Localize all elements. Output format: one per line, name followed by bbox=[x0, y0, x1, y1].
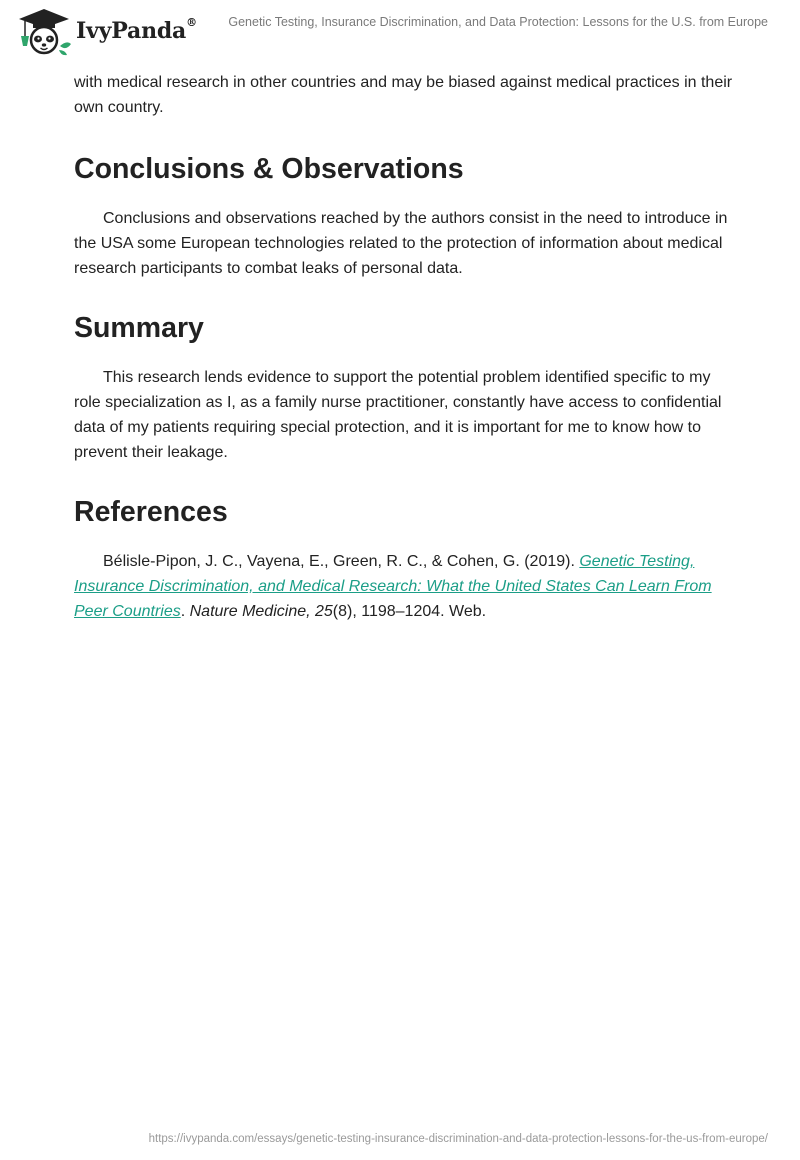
summary-paragraph: This research lends evidence to support the potential problem identified specific to my role specialization as I, as a family nurse practitioner, constantly have access to confidential data of my patients requiring special protection, and it is important for me to know how to prevent their leakage. bbox=[74, 369, 722, 461]
reference-title-link[interactable]: Genetic Testing, Insurance Discrimination, and Medical Research: What the United States Can Learn From Peer Countries bbox=[74, 553, 712, 620]
essay-body bbox=[74, 70, 736, 624]
intro-continuation-paragraph: with medical research in other countries and may be biased against medical practices in their own country. bbox=[74, 74, 733, 116]
document-title: Genetic Testing, Insurance Discrimination, and Data Protection: Lessons for the U.S. from Europe bbox=[228, 15, 768, 29]
reference-authors-year: Bélisle-Pipon, J. C., Vayena, E., Green, R. C., & Cohen, G. (2019). bbox=[103, 553, 580, 570]
source-url[interactable]: https://ivypanda.com/essays/genetic-testing-insurance-discrimination-and-data-protection-lessons-for-the-us-from-europe/ bbox=[148, 1133, 768, 1145]
page-header bbox=[0, 0, 800, 70]
ivypanda-logo[interactable] bbox=[14, 6, 197, 56]
reference-issue-pages: (8), 1198–1204. Web. bbox=[332, 603, 487, 620]
summary-heading: Summary bbox=[74, 312, 204, 344]
references-heading: References bbox=[74, 496, 228, 528]
reference-journal: Nature Medicine, 25 bbox=[189, 603, 333, 620]
reference-separator: . bbox=[180, 603, 190, 620]
logo-wordmark: IvyPanda® bbox=[76, 16, 197, 44]
conclusions-paragraph: Conclusions and observations reached by the authors consist in the need to introduce in the USA some European technologies related to the protection of information about medical research participants to combat leaks of personal data. bbox=[74, 210, 728, 277]
panda-graduate-icon bbox=[14, 6, 74, 56]
conclusions-heading: Conclusions & Observations bbox=[74, 153, 464, 185]
reference-entry bbox=[74, 549, 736, 624]
